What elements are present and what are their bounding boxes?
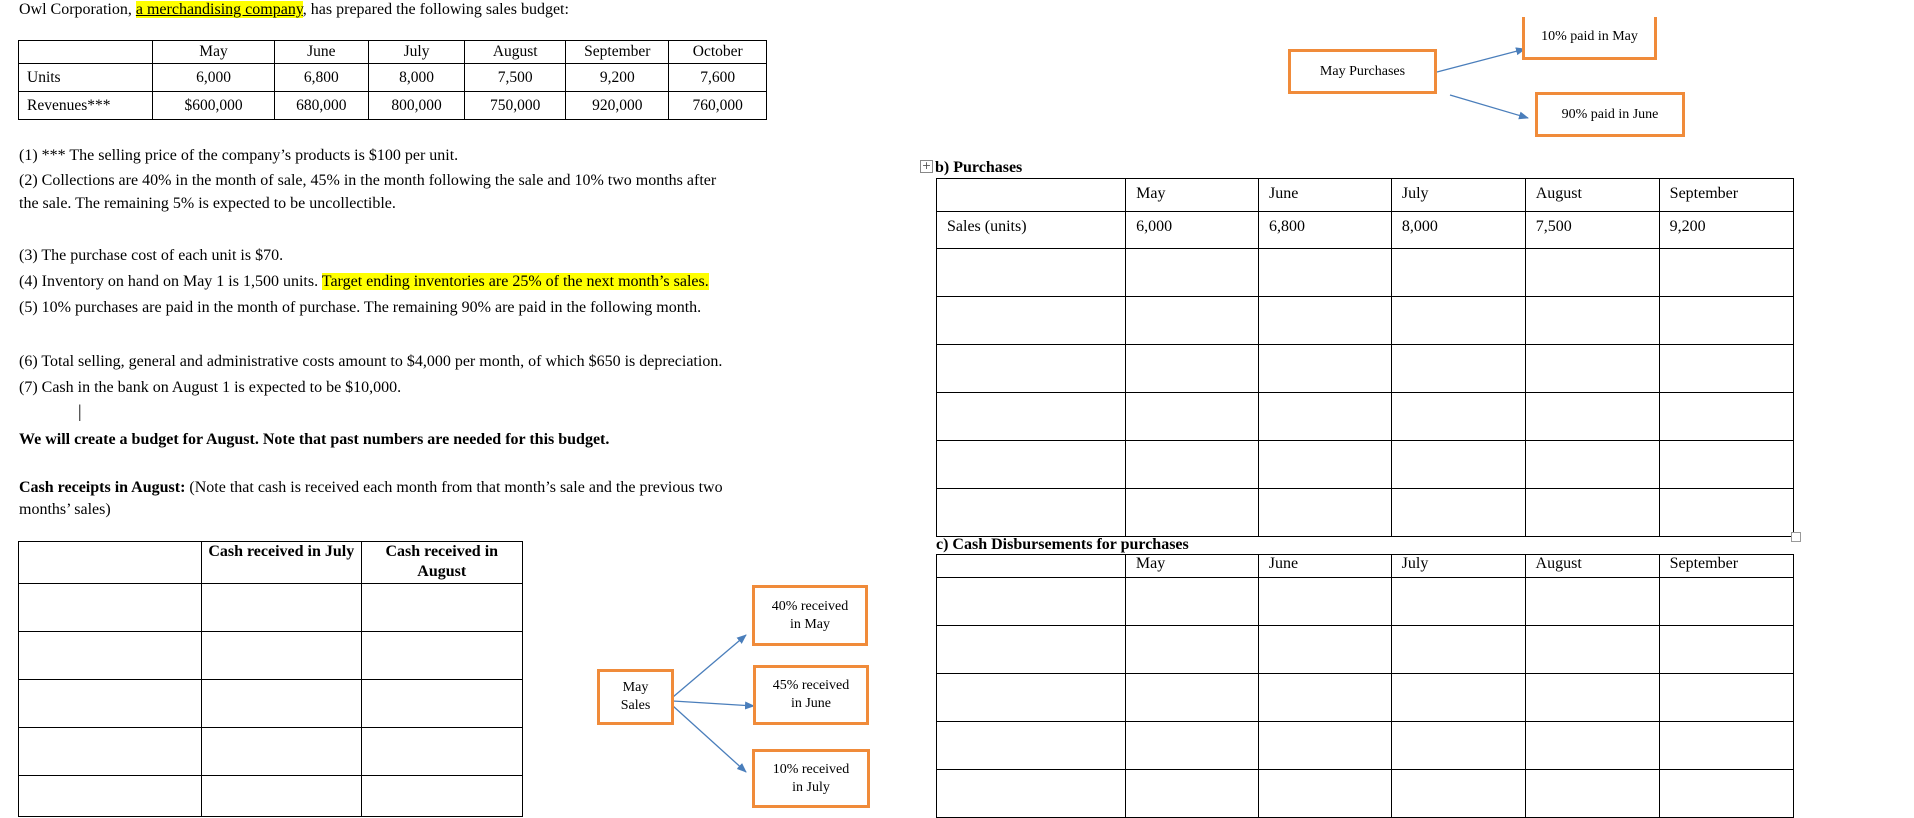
- table-row: [937, 297, 1794, 345]
- purchases-title: b) Purchases: [935, 159, 1023, 176]
- table-cell[interactable]: [937, 393, 1126, 441]
- arrow-may-sales-to-may: [673, 635, 746, 697]
- sales-month-header: September: [566, 41, 669, 64]
- table-cell[interactable]: [1391, 770, 1525, 818]
- table-cell[interactable]: [1659, 489, 1793, 537]
- table-cell[interactable]: [1525, 345, 1659, 393]
- table-row: [19, 584, 523, 632]
- note-3: (3) The purchase cost of each unit is $70.: [19, 247, 284, 264]
- budget-note: We will create a budget for August. Note that past numbers are needed for this budget.: [19, 431, 610, 448]
- table-cell[interactable]: [1391, 722, 1525, 770]
- table-row: [19, 776, 523, 817]
- table-cell[interactable]: [1259, 441, 1392, 489]
- table-cell[interactable]: [1525, 722, 1659, 770]
- table-row: [937, 770, 1794, 818]
- may-sales-label: May Sales: [620, 680, 651, 713]
- table-cell[interactable]: [1659, 674, 1793, 722]
- arrow-may-purchases-to-june: [1450, 95, 1528, 118]
- table-cell[interactable]: [1126, 249, 1259, 297]
- sales-units-row: [937, 212, 1794, 249]
- table-cell[interactable]: [937, 770, 1126, 818]
- sales-month-header: May: [153, 41, 275, 64]
- table-row: [937, 578, 1794, 626]
- paid-june-label: 90% paid in June: [1561, 106, 1659, 122]
- table-cell[interactable]: [1391, 674, 1525, 722]
- sales-revenues-row: [19, 92, 767, 120]
- month-header: June: [1258, 555, 1391, 578]
- table-resize-handle-icon[interactable]: [1791, 532, 1801, 542]
- cash-header-july: Cash received in July: [202, 542, 361, 584]
- table-cell[interactable]: [361, 632, 522, 680]
- table-cell[interactable]: [1391, 441, 1525, 489]
- table-cell[interactable]: [1125, 770, 1258, 818]
- received-june-label: 45% received in June: [772, 678, 850, 711]
- table-cell[interactable]: [1125, 626, 1258, 674]
- note-5: (5) 10% purchases are paid in the month of purchase. The remaining 90% are paid in the following month.: [19, 299, 702, 316]
- table-cell[interactable]: [1259, 249, 1392, 297]
- table-cell[interactable]: [1258, 722, 1391, 770]
- table-row: [937, 345, 1794, 393]
- table-cell: 6,000: [153, 64, 275, 92]
- row-label: Units: [19, 64, 153, 92]
- table-cell[interactable]: [1659, 722, 1793, 770]
- table-cell[interactable]: [1525, 770, 1659, 818]
- table-move-handle-icon[interactable]: +: [921, 159, 932, 172]
- month-header: May: [1126, 179, 1259, 212]
- table-row: [937, 393, 1794, 441]
- note-6: (6) Total selling, general and administrative costs amount to $4,000 per month, of which $650 is depreciation.: [19, 353, 723, 370]
- cash-receipts-table: [18, 541, 523, 817]
- table-cell[interactable]: [361, 776, 522, 817]
- table-cell[interactable]: [937, 249, 1126, 297]
- table-cell[interactable]: [1391, 249, 1525, 297]
- table-cell[interactable]: [19, 584, 202, 632]
- cash-receipts-title: Cash receipts in August:: [19, 479, 186, 496]
- table-row: [937, 674, 1794, 722]
- arrow-may-purchases-to-may: [1437, 49, 1525, 72]
- table-row: [19, 632, 523, 680]
- disbursements-table: [936, 554, 1794, 818]
- table-cell[interactable]: [1659, 441, 1793, 489]
- cash-header-august: Cash received in August: [361, 542, 522, 584]
- note-4: [19, 271, 709, 293]
- table-cell[interactable]: [1391, 393, 1525, 441]
- table-cell[interactable]: [361, 680, 522, 728]
- sales-month-header: October: [669, 41, 767, 64]
- table-cell[interactable]: [1126, 441, 1259, 489]
- table-cell[interactable]: [1525, 393, 1659, 441]
- table-cell[interactable]: [202, 632, 361, 680]
- table-cell[interactable]: [19, 728, 202, 776]
- received-may-label: 40% received in May: [771, 598, 849, 632]
- received-may-box: [752, 585, 868, 646]
- table-cell[interactable]: [19, 680, 202, 728]
- month-header: May: [1125, 555, 1258, 578]
- table-cell: $600,000: [153, 92, 275, 120]
- table-cell: 6,000: [1126, 212, 1259, 249]
- sales-month-header: August: [465, 41, 566, 64]
- table-cell[interactable]: [1126, 345, 1259, 393]
- note-7: (7) Cash in the bank on August 1 is expected to be $10,000.: [19, 379, 402, 396]
- received-june-box: [753, 665, 869, 725]
- paid-may-label: 10% paid in May: [1541, 29, 1638, 44]
- table-cell[interactable]: [361, 584, 522, 632]
- table-cell[interactable]: [937, 578, 1126, 626]
- table-cell: 920,000: [566, 92, 669, 120]
- cash-receipts-heading-line-2: months’ sales): [19, 501, 111, 518]
- paid-may-box: [1522, 17, 1657, 60]
- table-cell[interactable]: [1525, 441, 1659, 489]
- table-cell: 6,800: [274, 64, 368, 92]
- note-1: (1) *** The selling price of the company’s products is $100 per unit.: [19, 147, 459, 164]
- table-cell[interactable]: [1525, 297, 1659, 345]
- table-cell: 7,500: [1525, 212, 1659, 249]
- sales-header-blank: [19, 41, 153, 64]
- table-row: [19, 728, 523, 776]
- table-cell[interactable]: [1391, 626, 1525, 674]
- table-cell[interactable]: [19, 776, 202, 817]
- intro-highlight: a merchandising company: [135, 1, 303, 18]
- sales-units-row: [19, 64, 767, 92]
- table-cell[interactable]: [202, 776, 361, 817]
- month-header: August: [1525, 179, 1659, 212]
- header-blank: [937, 555, 1126, 578]
- table-row: [937, 489, 1794, 537]
- table-cell: 760,000: [669, 92, 767, 120]
- table-cell[interactable]: [937, 626, 1126, 674]
- table-cell: 9,200: [566, 64, 669, 92]
- table-row: [937, 722, 1794, 770]
- table-cell[interactable]: [937, 345, 1126, 393]
- cash-header-row: [19, 542, 523, 584]
- received-july-label: 10% received in July: [772, 761, 850, 795]
- arrow-may-sales-to-june: [673, 701, 754, 706]
- table-cell[interactable]: [1525, 674, 1659, 722]
- table-cell[interactable]: [202, 728, 361, 776]
- table-row: [937, 249, 1794, 297]
- table-cell[interactable]: [1259, 393, 1392, 441]
- table-cell: 8,000: [368, 64, 464, 92]
- arrow-may-sales-to-july: [673, 706, 746, 772]
- table-cell[interactable]: [361, 728, 522, 776]
- table-cell[interactable]: [1525, 489, 1659, 537]
- row-label: Revenues***: [19, 92, 153, 120]
- table-cell[interactable]: [202, 680, 361, 728]
- month-header: July: [1391, 555, 1525, 578]
- month-header: June: [1259, 179, 1392, 212]
- table-cell[interactable]: [1259, 297, 1392, 345]
- table-cell: 8,000: [1391, 212, 1525, 249]
- table-cell[interactable]: [1525, 249, 1659, 297]
- table-cell[interactable]: [1258, 770, 1391, 818]
- table-cell[interactable]: [1258, 578, 1391, 626]
- table-cell[interactable]: [1258, 674, 1391, 722]
- purchases-header-row: [937, 179, 1794, 212]
- table-cell[interactable]: [1659, 578, 1793, 626]
- table-cell[interactable]: [1259, 345, 1392, 393]
- table-cell[interactable]: [937, 489, 1126, 537]
- note-2-line-1: (2) Collections are 40% in the month of sale, 45% in the month following the sale and 10% two months after: [19, 172, 717, 189]
- received-july-box: [752, 749, 870, 808]
- table-cell[interactable]: [1659, 393, 1793, 441]
- header-blank: [937, 179, 1126, 212]
- month-header: July: [1391, 179, 1525, 212]
- table-cell[interactable]: [1659, 345, 1793, 393]
- sales-header-row: [19, 41, 767, 64]
- sales-month-header: June: [274, 41, 368, 64]
- table-cell[interactable]: [1126, 297, 1259, 345]
- sales-month-header: July: [368, 41, 464, 64]
- table-row: [19, 680, 523, 728]
- table-row: [937, 441, 1794, 489]
- disbursements-header-row: [937, 555, 1794, 578]
- table-cell: 7,600: [669, 64, 767, 92]
- month-header: September: [1659, 179, 1793, 212]
- table-cell[interactable]: [1258, 626, 1391, 674]
- note-2-line-2: the sale. The remaining 5% is expected to be uncollectible.: [19, 195, 396, 212]
- may-purchases-label: May Purchases: [1319, 63, 1406, 79]
- disbursements-title: c) Cash Disbursements for purchases: [936, 536, 1189, 553]
- month-header: August: [1525, 555, 1659, 578]
- table-cell[interactable]: [937, 674, 1126, 722]
- cash-header-blank: [19, 542, 202, 584]
- table-cell: 680,000: [274, 92, 368, 120]
- table-cell[interactable]: [1126, 393, 1259, 441]
- table-cell[interactable]: [1126, 489, 1259, 537]
- purchases-table: [936, 178, 1794, 537]
- table-cell: 800,000: [368, 92, 464, 120]
- intro-text: [19, 0, 569, 21]
- may-sales-box: [597, 669, 674, 725]
- table-cell[interactable]: [1125, 722, 1258, 770]
- table-cell[interactable]: [1125, 674, 1258, 722]
- text-cursor: |: [78, 401, 82, 421]
- table-cell[interactable]: [1391, 345, 1525, 393]
- table-cell[interactable]: [19, 632, 202, 680]
- table-cell[interactable]: [937, 722, 1126, 770]
- table-cell: 9,200: [1659, 212, 1793, 249]
- may-purchases-box: [1288, 49, 1437, 94]
- table-cell[interactable]: [937, 297, 1126, 345]
- table-cell: 7,500: [465, 64, 566, 92]
- table-cell[interactable]: [1525, 578, 1659, 626]
- paid-june-box: [1535, 92, 1685, 137]
- table-cell[interactable]: [1659, 249, 1793, 297]
- cash-receipts-heading: [19, 477, 859, 499]
- table-cell: 6,800: [1259, 212, 1392, 249]
- row-label: Sales (units): [937, 212, 1126, 249]
- table-cell[interactable]: [1525, 626, 1659, 674]
- intro-pre: Owl Corporation,: [19, 1, 136, 18]
- table-cell[interactable]: [1659, 297, 1793, 345]
- note-4-highlight: Target ending inventories are 25% of the next month’s sales.: [321, 273, 709, 290]
- table-cell[interactable]: [1125, 578, 1258, 626]
- cash-receipts-note: (Note that cash is received each month from that month’s sale and the previous two: [185, 479, 723, 496]
- sales-budget-table: [18, 40, 767, 120]
- table-cell[interactable]: [1391, 489, 1525, 537]
- table-cell: 750,000: [465, 92, 566, 120]
- table-cell[interactable]: [1659, 770, 1793, 818]
- table-cell[interactable]: [202, 584, 361, 632]
- month-header: September: [1659, 555, 1793, 578]
- table-row: [937, 626, 1794, 674]
- note-4-text: (4) Inventory on hand on May 1 is 1,500 units.: [19, 273, 322, 290]
- intro-post: , has prepared the following sales budget:: [302, 1, 569, 18]
- table-cell[interactable]: [1659, 626, 1793, 674]
- table-cell[interactable]: [1391, 578, 1525, 626]
- table-cell[interactable]: [937, 441, 1126, 489]
- table-cell[interactable]: [1259, 489, 1392, 537]
- table-cell[interactable]: [1391, 297, 1525, 345]
